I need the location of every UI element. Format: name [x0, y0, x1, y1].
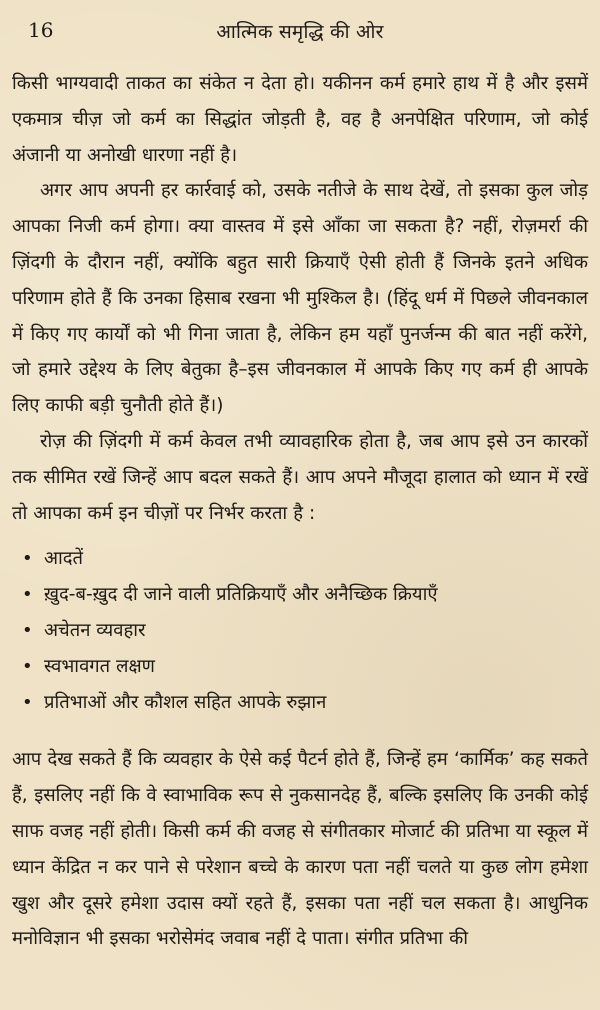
page-header: [12, 0, 588, 66]
bullet-icon: •: [22, 548, 33, 570]
page-content: [12, 66, 588, 957]
list-item-text: अचेतन व्यवहार: [44, 619, 146, 641]
bullet-icon: •: [22, 655, 33, 677]
list-item-text: स्वभावगत लक्षण: [44, 655, 155, 677]
list-item: [22, 541, 588, 577]
list-item-text: ख़ुद-ब-ख़ुद दी जाने वाली प्रतिक्रियाएँ और अनैच्छिक क्रियाएँ: [44, 584, 438, 606]
paragraph-4: आप देख सकते हैं कि व्यवहार के ऐसे कई पैटर्न होते हैं, जिन्हें हम ‘कार्मिक’ कह सकते हैं, इसलिए नहीं कि वे स्वाभाविक रूप से नुकसानदेह हैं, बल्कि इसलिए कि उनकी कोई साफ वजह नहीं होती। किसी कर्म की वजह से संगीतकार मोजार्ट की प्रतिभा या स्कूल में ध्यान केंद्रित न कर पाने से परेशान बच्चे के कारण पता नहीं चलते या कुछ लोग हमेशा खुश और दूसरे हमेशा उदास क्यों रहते हैं, इसका पता नहीं चल सकता है। आधुनिक मनोविज्ञान भी इसका भरोसेमंद जवाब नहीं दे पाता। संगीत प्रतिभा की: [12, 749, 588, 950]
list-item: [22, 577, 588, 613]
bullet-icon: •: [22, 584, 33, 606]
bullet-icon: •: [22, 619, 33, 641]
running-title: आत्मिक समृद्धि की ओर: [216, 21, 384, 43]
list-item: [22, 613, 588, 649]
list-item: [22, 649, 588, 685]
paragraph-1: किसी भाग्यवादी ताकत का संकेत न देता हो। यकीनन कर्म हमारे हाथ में है और इसमें एकमात्र चीज़ जो कर्म का सिद्धांत जोड़ती है, वह है अनपेक्षित परिणाम, जो कोई अंजानी या अनोखी धारणा नहीं है।: [12, 73, 588, 166]
paragraph-3: रोज़ की ज़िंदगी में कर्म केवल तभी व्यावहारिक होता है, जब आप इसे उन कारकों तक सीमित रखें जिन्हें आप बदल सकते हैं। आप अपने मौजूदा हालात को ध्यान में रखें तो आपका कर्म इन चीज़ों पर निर्भर करता है :: [12, 430, 589, 524]
section-spacer: [12, 734, 588, 742]
bullet-icon: •: [22, 691, 33, 713]
list-item-text: आदतें: [44, 548, 84, 570]
bullet-list: [22, 541, 588, 720]
paragraph-2: अगर आप अपनी हर कार्रवाई को, उसके नतीजे के साथ देखें, तो इसका कुल जोड़ आपका निजी कर्म होगा। क्या वास्तव में इसे आँका जा सकता है? नहीं, रोज़मर्रा की ज़िंदगी के दौरान नहीं, क्योंकि बहुत सारी क्रियाएँ ऐसी होती हैं जिनके इतने अधिक परिणाम होते हैं कि उनका हिसाब रखना भी मुश्किल है। (हिंदू धर्म में पिछले जीवनकाल में किए गए कार्यों को भी गिना जाता है, लेकिन हम यहाँ पुनर्जन्म की बात नहीं करेंगे, जो हमारे उद्देश्य के लिए बेतुका है–इस जीवनकाल में आपके किए गए कर्म ही आपके लिए काफी बड़ी चुनौती होते हैं।): [12, 180, 588, 417]
page-number: 16: [28, 18, 54, 42]
list-item-text: प्रतिभाओं और कौशल सहित आपके रुझान: [44, 691, 327, 713]
list-item: [22, 685, 588, 721]
